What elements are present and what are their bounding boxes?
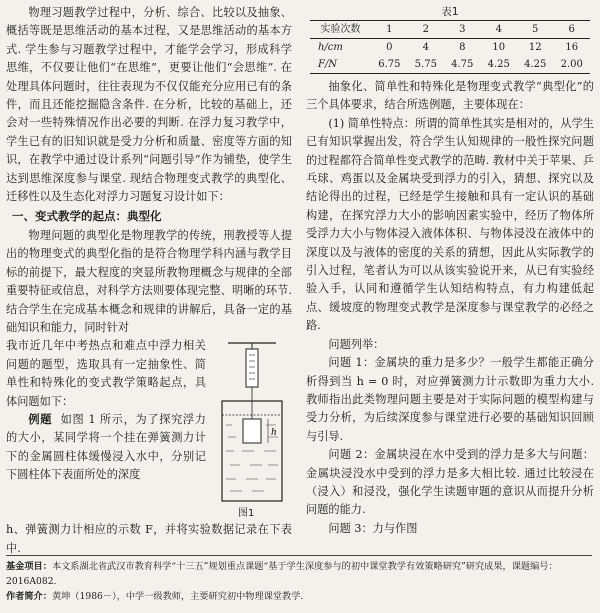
table-cell: 4.25 xyxy=(481,56,517,74)
fund-note xyxy=(6,559,592,589)
left-column xyxy=(6,4,292,558)
question-3: 问题 3：力与作图 xyxy=(328,521,418,535)
section-heading: 一、变式教学的起点：典型化 xyxy=(12,209,162,224)
figure-block xyxy=(6,337,292,521)
simplicity-paragraph: (1) 简单性特点：所谓的简单性其实是相对的，从学生已有知识掌握出发，符合学生认知规律的一般性探究问题的过程都符合简单性变式教学的范畴. 教材中关于苹果、乒乓球、鸡蛋以及金属块受到浮力的引入，猜想、探究以及结论得出的过程，已经是学生接触和具有一定认识的基础构建，在探究浮力大小的影响因素实验中，经历了物体所受浮力大小与物体浸入液体体积、与物体浸没在液体中的深度以及与液体的密度的关系的猜想，因此从实际教学的引入过程，笔者认为可以从该实验说开来，从已有实验经验入手，认同和遵循学生认知结构特点，有力构建低起点、缓坡度的物理变式教学是深度参与课堂教学的必经之路. xyxy=(306,116,594,333)
example-label: 例题 xyxy=(28,412,53,426)
table-cell: 2.00 xyxy=(553,56,590,74)
header-cell: 2 xyxy=(408,21,444,39)
author-note xyxy=(6,589,592,604)
intro-paragraph: 物理习题教学过程中，分析、综合、比较以及抽象、概括等既是思维活动的基本过程，又是思维活动的基本方式. 学生参与习题教学过程中，才能学会学习，形成科学思维，不仅要让他们“在思维”，更要让他们“会思维”. 在处理具体问题时，往往表现为不仅仅能充分应用已有的条件，而且还能挖掘隐含条件. 在分析，比较的基础上，还会对一些特殊情况作出必要的判断. 在浮力复习教学中，学生已有的旧知识就是受力分析和质量、密度等方面的知识，在教学中通过设计系列“问题引导”作为铺垫，使学生达到思维深度参与课堂. 现结合物理变式教学的典型化、迁移性以及生态化对浮力习题复习设计如下： xyxy=(6,6,292,204)
table-cell: 4 xyxy=(422,42,429,53)
header-cell: 实验次数 xyxy=(310,21,371,39)
label-h: h xyxy=(271,428,277,439)
problem-intro: 我市近几年中考热点和难点中浮力相关问题的题型，选取具有一定抽象性、简单性和特殊化的变式教学策略起点，具体问题如下： xyxy=(6,339,206,408)
experiment-table xyxy=(310,20,590,74)
right-column xyxy=(306,4,594,538)
table-row xyxy=(310,56,590,74)
table-cell: 16 xyxy=(565,42,579,53)
table-cell: 4.25 xyxy=(517,56,553,74)
question-1: 问题 1：金属块的重力是多少？一般学生都能正确分析得到当 h = 0 时，对应弹簧测力计示数即为重力大小. 教师指出此类物理问题主要是对于实际问题的模型构建与受力分析，为后续深度参与课堂进行必要的基础知识回顾与引导. xyxy=(306,356,594,443)
header-cell: 1 xyxy=(371,21,407,39)
header-cell: 3 xyxy=(444,21,480,39)
figure-side-text xyxy=(6,337,206,484)
header-cell: 4 xyxy=(481,21,517,39)
example-tail: h、弹簧测力计相应的示数 F，并将实验数据记录在下表中. xyxy=(6,523,292,555)
table-cell: 4.75 xyxy=(444,56,480,74)
author-text: 黄坤（1986－），中学一级教师，主要研究初中物理课堂教学. xyxy=(51,591,304,602)
table-cell: 12 xyxy=(528,42,542,53)
row-label: F/N xyxy=(310,56,371,74)
fund-text: 本文系湖北省武汉市教育科学“十三五”规划重点课题“基于学生深度参与的初中课堂教学有效策略研究”研究成果，课题编号：2016A082. xyxy=(6,561,558,587)
figure-1-spring-scale xyxy=(220,341,292,509)
table-cell: 8 xyxy=(459,42,466,53)
fund-label: 基金项目： xyxy=(6,561,52,572)
author-label: 作者简介： xyxy=(6,591,52,602)
header-cell: 6 xyxy=(553,21,590,39)
metal-cylinder xyxy=(243,419,261,443)
table-title: 表1 xyxy=(441,6,459,18)
table-row xyxy=(310,39,590,57)
figure-1-caption: 图1 xyxy=(238,508,255,520)
typical-paragraph: 物理问题的典型化是物理教学的传统，刑教授等人提出的物理变式的典型化指的是符合物理学科内涵与教学目标的前提下，最大程度的突显所教物理概念与规律的全部重要特征或信息，对科学方法则要体现完整、明晰的环节. 结合学生在完成基本概念和规律的讲解后，具备一定的基础知识和能力，同时针对 xyxy=(6,228,292,334)
question-2: 问题 2：金属块浸在水中受到的浮力是多大与问题：金属块浸没水中受到的浮力是多大相比较. 通过比较浸在（浸入）和浸没，强化学生读题审题的意识从而提升分析问题的能力. xyxy=(306,448,594,517)
right-intro: 抽象化、简单性和特殊化是物理变式教学“典型化”的三个具体要求，结合所选例题，主要体现在： xyxy=(306,80,594,112)
footnote xyxy=(6,555,592,604)
table-cell: 5.75 xyxy=(408,56,444,74)
table-header-row xyxy=(310,21,590,39)
row-label: h/cm xyxy=(318,42,343,53)
problem-list-heading: 问题列举： xyxy=(328,337,385,351)
example-paragraph xyxy=(6,411,206,485)
header-cell: 5 xyxy=(517,21,553,39)
table-cell: 0 xyxy=(386,42,393,53)
table-cell: 6.75 xyxy=(371,56,407,74)
example-text: 如图 1 所示，为了探究浮力的大小，某同学将一个挂在弹簧测力计下的金属圆柱体缓慢浸入水中，分别记下圆柱体下表面所处的深度 xyxy=(6,412,206,482)
table-cell: 10 xyxy=(492,42,506,53)
